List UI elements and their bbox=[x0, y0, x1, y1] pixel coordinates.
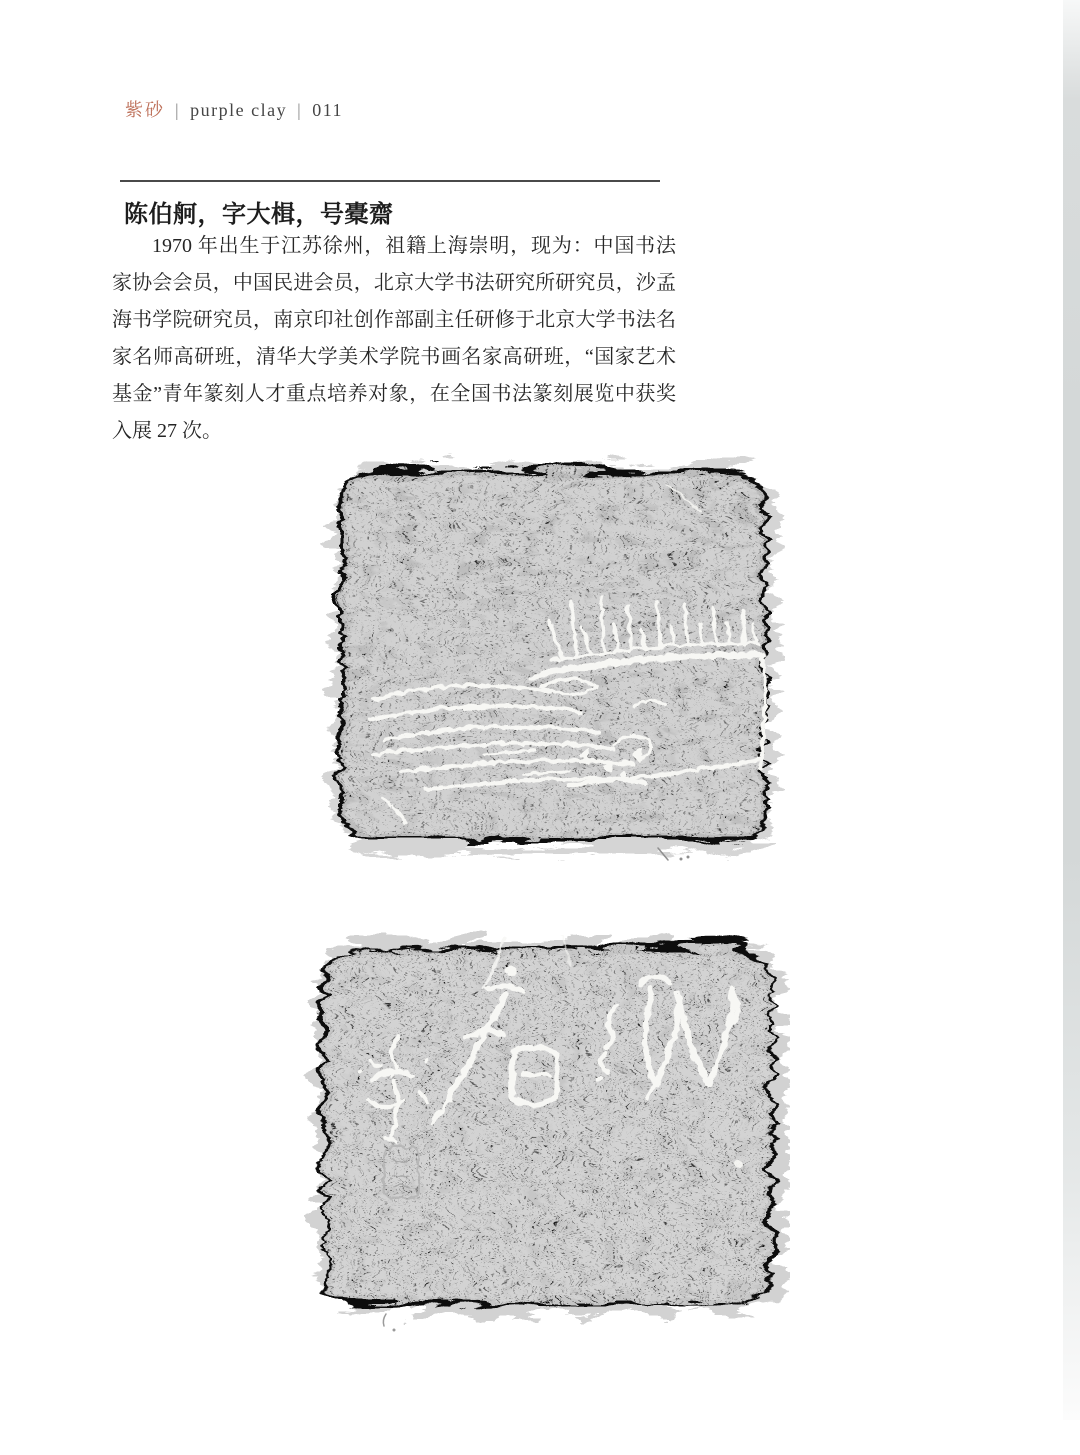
article-body-paragraph: 1970 年出生于江苏徐州，祖籍上海崇明，现为：中国书法家协会会员，中国民进会员，北京大学书法研究所研究员，沙孟海书学院研究员，南京印社创作部副主任研修于北京大学书法名家名师高研班，清华大学美术学院书画名家高研班，“国家艺术基金”青年篆刻人才重点培养对象，在全国书法篆刻展览中获奖入展 27 次。 bbox=[112, 235, 676, 442]
header-page-number: 011 bbox=[312, 100, 344, 120]
header-divider-2: | bbox=[297, 100, 303, 120]
running-header bbox=[125, 96, 343, 122]
header-brand-en: purple clay bbox=[190, 100, 288, 120]
rubbing-figure-1 bbox=[313, 453, 785, 875]
header-brand-cn: 紫砂 bbox=[125, 100, 165, 120]
rubbing-figure-2 bbox=[298, 930, 790, 1345]
page-edge-shadow bbox=[1063, 0, 1080, 1420]
section-rule bbox=[120, 180, 660, 182]
ink-rubbing-carved-design bbox=[313, 453, 785, 875]
ink-rubbing-nafu-calligraphy bbox=[298, 930, 790, 1345]
header-divider-1: | bbox=[175, 100, 181, 120]
article-title: 陈伯舸，字大楫，号橐齋 bbox=[124, 201, 394, 228]
